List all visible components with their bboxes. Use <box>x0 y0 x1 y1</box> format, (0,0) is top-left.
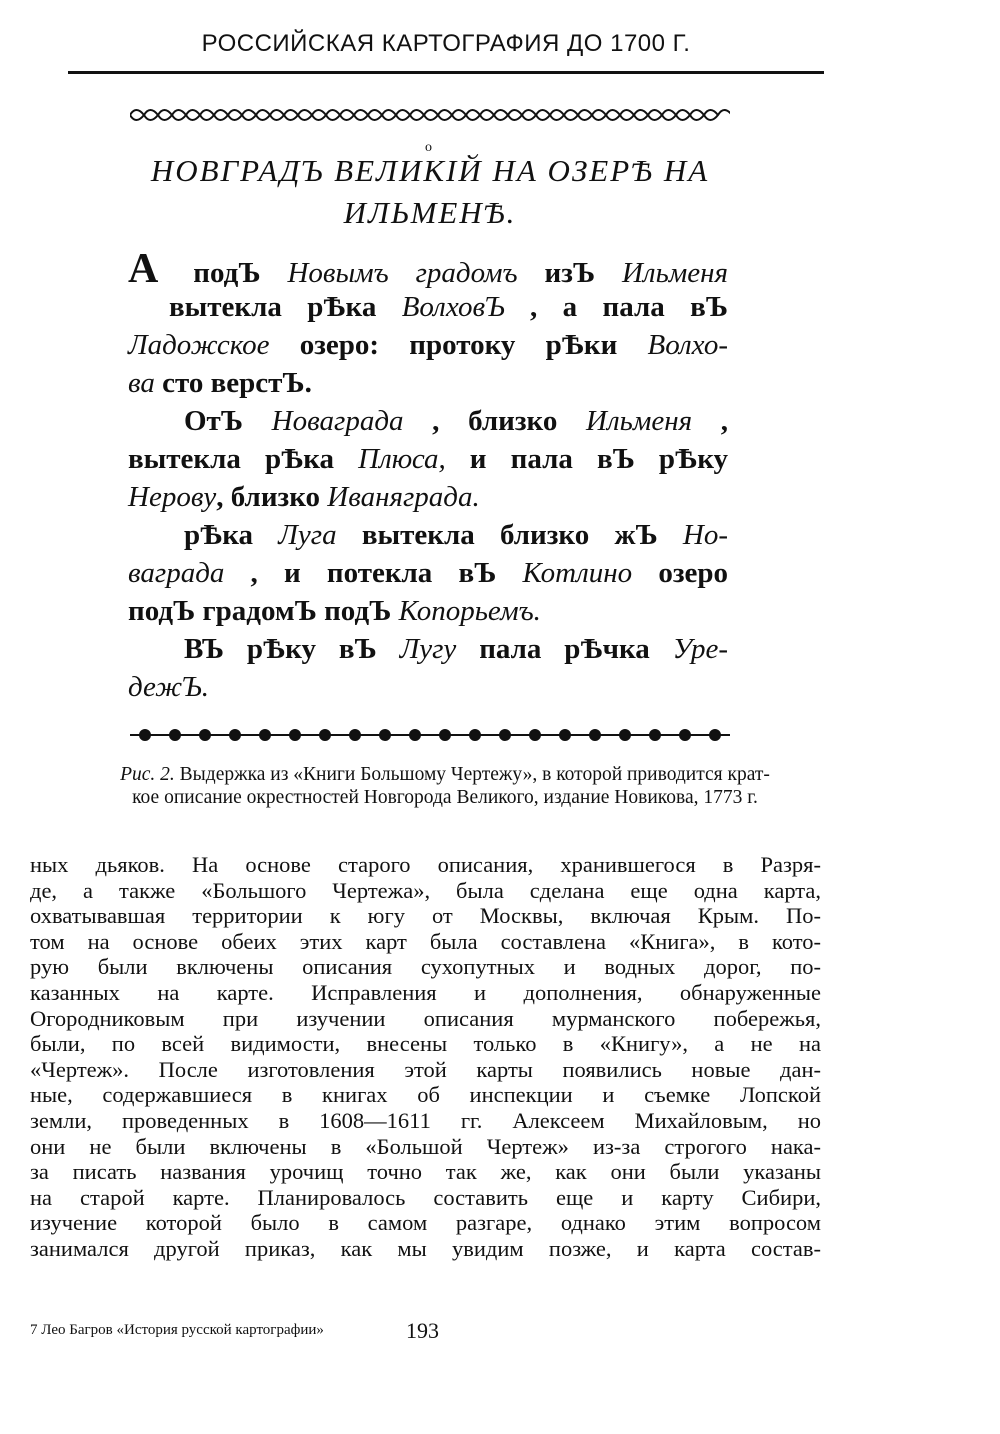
excerpt-italic: Волхо- <box>647 329 728 361</box>
excerpt-italic: Котлино <box>522 557 633 589</box>
body-line: изучение которой было в самом разгаре, однако этим вопросом <box>30 1210 821 1236</box>
body-line: земли, проведенных в 1608—1611 гг. Алексеем Михайловым, но <box>30 1107 821 1133</box>
excerpt-word: и пала вЪ рѢку <box>445 443 728 475</box>
top-ornament-border <box>130 102 730 128</box>
excerpt-line <box>128 630 728 668</box>
body-line: «Чертеж». После изготовления этой карты появились новые дан- <box>30 1056 821 1082</box>
excerpt-italic: ваграда <box>128 557 225 589</box>
body-line: де, а также «Большого Чертежа», была сделана еще одна карта, <box>30 877 821 903</box>
body-line: за писать названия урочищ точно так же, как они были указаны <box>30 1159 821 1185</box>
excerpt-line <box>128 326 728 364</box>
drop-cap: А <box>128 246 159 292</box>
excerpt-word: изЪ <box>517 257 622 289</box>
figure-caption <box>30 763 860 809</box>
body-line: Огородниковым при изучении описания мурманского побережья, <box>30 1005 821 1031</box>
excerpt-italic: Лугу <box>399 633 457 665</box>
excerpt-italic: Нерову <box>128 481 217 513</box>
body-line: были, по всей видимости, внесены только в «Книгу», а не на <box>30 1031 821 1057</box>
excerpt-line <box>128 516 728 554</box>
excerpt-word: вытекла рѢка <box>128 443 359 475</box>
excerpt-italic: Но- <box>682 519 728 551</box>
excerpt-line <box>128 554 728 592</box>
body-line: охватывавшая территории к югу от Москвы, включая Крым. По- <box>30 903 821 929</box>
excerpt-word: озеро <box>632 557 729 589</box>
caption-line <box>30 763 860 786</box>
excerpt-line <box>128 668 728 706</box>
excerpt-old-text <box>128 246 729 706</box>
excerpt-italic: Новаграда <box>271 405 404 437</box>
body-line: ных дьяков. На основе старого описания, хранившегося в Разря- <box>30 852 821 877</box>
excerpt-italic: Ильменя <box>621 257 729 289</box>
excerpt-line <box>128 246 729 292</box>
excerpt-word: сто верстЪ. <box>154 367 312 399</box>
excerpt-line <box>128 478 728 516</box>
body-line: они не были включены в «Большой Чертеж» из-за строгого нака- <box>30 1133 821 1159</box>
excerpt-italic: Ладожское <box>128 329 270 361</box>
body-paragraph <box>30 852 821 1262</box>
floral-ornament-icon <box>130 102 730 128</box>
excerpt-word: , близко <box>216 481 328 513</box>
excerpt-italic: Иваняграда. <box>327 481 480 513</box>
excerpt-title-line: НОВГРАДЪ ВЕЛИКІЙ НА ОЗЕРѢ НА <box>150 153 710 188</box>
body-line: рую были включены описания сухопутных и водных дорог, по- <box>30 954 821 980</box>
excerpt-word: ВЪ рѢку вЪ <box>184 633 400 665</box>
excerpt-word: , <box>692 405 728 437</box>
excerpt-word: вытекла близко жЪ <box>336 519 683 551</box>
body-line: на старой карте. Планировалось составить еще и карту Сибири, <box>30 1184 821 1210</box>
excerpt-italic: Луга <box>278 519 337 551</box>
excerpt-line <box>128 288 728 326</box>
excerpt-word: пала рѢчка <box>456 633 673 665</box>
excerpt-title <box>120 150 740 234</box>
excerpt-italic: ВолховЪ <box>401 291 505 323</box>
running-head: РОССИЙСКАЯ КАРТОГРАФИЯ ДО 1700 Г. <box>201 30 691 57</box>
footer-signature-note: 7 Лео Багров «История русской картографии» <box>30 1322 324 1338</box>
excerpt-italic: Плюса, <box>358 443 446 475</box>
excerpt-italic: Копорьемъ. <box>398 595 541 627</box>
excerpt-line <box>128 592 728 630</box>
body-line: казанных на карте. Исправления и дополнения, обнаруженные <box>30 979 821 1005</box>
excerpt-word: вытекла рѢка <box>169 291 402 323</box>
excerpt-word: озеро: протоку рѢки <box>269 329 648 361</box>
caption-line: кое описание окрестностей Новгорода Великого, издание Новикова, 1773 г. <box>132 787 758 808</box>
caption-label: Рис. 2. <box>120 764 175 785</box>
body-line: том на основе обеих этих карт была составлена «Книга», в кото- <box>30 928 821 954</box>
page-footer <box>30 1318 550 1348</box>
excerpt-word: рѢка <box>184 519 279 551</box>
excerpt-line <box>128 402 728 440</box>
excerpt-italic: дежЪ. <box>128 671 209 703</box>
bottom-ornament-border <box>130 722 730 748</box>
excerpt-line <box>128 364 728 402</box>
excerpt-italic: Новымъ градомъ <box>287 257 518 289</box>
excerpt-word: , а пала вЪ <box>504 291 728 323</box>
floral-ornament-icon <box>130 722 730 748</box>
caption-text: Выдержка из «Книги Большому Чертежу», в которой приводится крат- <box>174 764 770 785</box>
excerpt-italic: ва <box>128 367 155 399</box>
excerpt-word: , и потекла вЪ <box>224 557 523 589</box>
excerpt-word: подЪ <box>166 257 288 289</box>
excerpt-word: , близко <box>403 405 587 437</box>
excerpt-italic: Уре- <box>672 633 728 665</box>
title-diacritic: о <box>425 140 432 155</box>
excerpt-line <box>128 440 728 478</box>
page-number: 193 <box>406 1318 439 1343</box>
header-rule <box>68 71 824 74</box>
excerpt-word: ОтЪ <box>184 405 272 437</box>
excerpt-italic: Ильменя <box>586 405 693 437</box>
body-line: ные, содержавшиеся в книгах об инспекции и съемке Лопской <box>30 1082 821 1108</box>
body-line: занимался другой приказ, как мы увидим позже, и карта состав- <box>30 1235 821 1261</box>
excerpt-word: подЪ градомЪ подЪ <box>128 595 399 627</box>
excerpt-title-line: ИЛЬМЕНѢ. <box>343 195 517 230</box>
